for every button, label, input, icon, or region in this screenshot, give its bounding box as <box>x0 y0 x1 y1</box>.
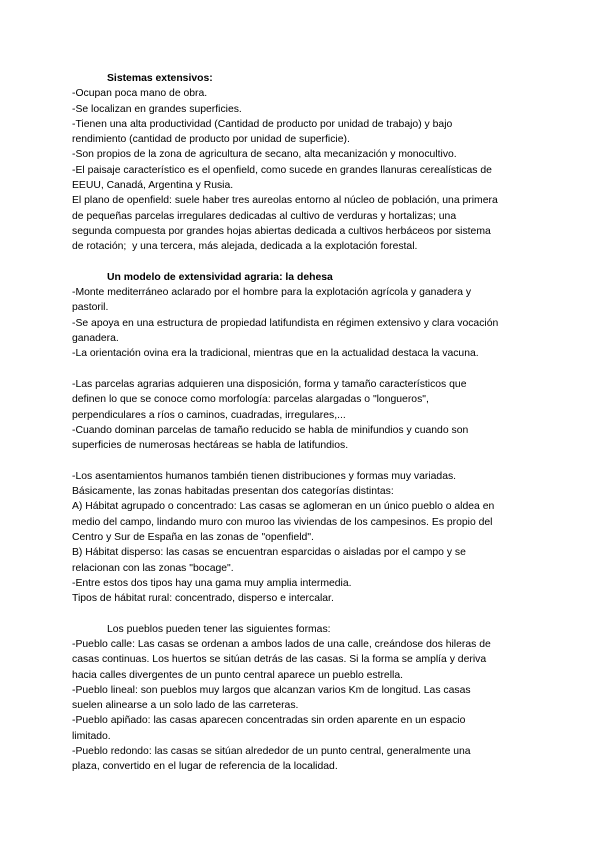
text-line: segunda compuesta por grandes hojas abiertas dedicada a cultivos herbáceos por sistema <box>72 225 491 237</box>
text-line: A) Hábitat agrupado o concentrado: Las casas se aglomeran en un único pueblo o aldea en <box>72 501 495 513</box>
text-line: de pequeñas parcelas irregulares dedicadas al cultivo de verduras y hortalizas; una <box>72 210 457 222</box>
text-line: -La orientación ovina era la tradicional, mientras que en la actualidad destaca la vacuna. <box>72 348 479 360</box>
text-line: -El paisaje característico es el openfield, como sucede en grandes llanuras cerealísticas de <box>72 164 492 176</box>
text-line: ganadera. <box>72 333 119 345</box>
text-line: limitado. <box>72 730 111 742</box>
text-line: medio del campo, lindando muro con muroo las viviendas de los campesinos. Es propio del <box>72 516 493 528</box>
text-line: de rotación; y una tercera, más alejada, dedicada a la explotación forestal. <box>72 241 418 253</box>
text-line: definen lo que se conoce como morfología: parcelas alargadas o "longueros", <box>72 394 429 406</box>
section-heading-dehesa: Un modelo de extensividad agraria: la dehesa <box>107 271 333 283</box>
text-line: -Se localizan en grandes superficies. <box>72 103 242 115</box>
section-heading-sistemas-extensivos: Sistemas extensivos: <box>107 73 213 84</box>
text-line: casas continuas. Los huertos se sitúan detrás de las casas. Si la forma se amplía y deriva <box>72 654 487 666</box>
paragraph-gap <box>72 606 532 621</box>
text-line: -Cuando dominan parcelas de tamaño reducido se habla de minifundios y cuando son <box>72 424 469 436</box>
text-line: rendimiento (cantidad de producto por unidad de superficie). <box>72 134 350 146</box>
text-line: Centro y Sur de España en las zonas de "openfield". <box>72 531 314 543</box>
text-line: Básicamente, las zonas habitadas presentan dos categorías distintas: <box>72 486 394 498</box>
paragraph-gap <box>72 453 532 468</box>
text-line: -Tienen una alta productividad (Cantidad de producto por unidad de trabajo) y bajo <box>72 118 453 130</box>
text-line: hacia calles divergentes de un punto central aparece un pueblo estrella. <box>72 669 403 681</box>
text-line: relacionan con las zonas "bocage". <box>72 562 234 574</box>
section-intro-pueblos: Los pueblos pueden tener las siguientes formas: <box>107 623 331 635</box>
text-line: -Ocupan poca mano de obra. <box>72 88 208 100</box>
text-line: Tipos de hábitat rural: concentrado, disperso e intercalar. <box>72 593 334 605</box>
text-line: -Monte mediterráneo aclarado por el hombre para la explotación agrícola y ganadera y <box>72 287 472 299</box>
text-line: plaza, convertido en el lugar de referencia de la localidad. <box>72 761 338 773</box>
paragraph-gap <box>72 255 532 270</box>
text-line: -Se apoya en una estructura de propiedad latifundista en régimen extensivo y clara vocación <box>72 317 499 329</box>
text-line: suelen alinearse a un solo lado de las carreteras. <box>72 700 299 712</box>
text-line: El plano de openfield: suele haber tres aureolas entorno al núcleo de población, una primera <box>72 195 498 207</box>
text-line: -Pueblo calle: Las casas se ordenan a ambos lados de una calle, creándose dos hileras de <box>72 638 491 650</box>
document-page <box>72 71 532 775</box>
text-line: -Pueblo lineal: son pueblos muy largos que alcanzan varios Km de longitud. Las casas <box>72 684 471 696</box>
text-line: -Son propios de la zona de agricultura de secano, alta mecanización y monocultivo. <box>72 149 457 161</box>
text-line: superficies de numerosas hectáreas se habla de latifundios. <box>72 440 349 452</box>
text-line: perpendiculares a ríos o caminos, cuadradas, irregulares,... <box>72 409 346 421</box>
text-line: -Entre estos dos tipos hay una gama muy amplia intermedia. <box>72 577 352 589</box>
text-line: -Los asentamientos humanos también tienen distribuciones y formas muy variadas. <box>72 470 457 482</box>
text-line: -Las parcelas agrarias adquieren una disposición, forma y tamaño característicos que <box>72 378 467 390</box>
text-line: EEUU, Canadá, Argentina y Rusia. <box>72 180 234 192</box>
text-line: pastoril. <box>72 302 109 314</box>
paragraph-gap <box>72 362 532 377</box>
text-line: -Pueblo redondo: las casas se sitúan alrededor de un punto central, generalmente una <box>72 746 471 758</box>
text-line: -Pueblo apiñado: las casas aparecen concentradas sin orden aparente en un espacio <box>72 715 466 727</box>
text-line: B) Hábitat disperso: las casas se encuentran esparcidas o aisladas por el campo y se <box>72 547 466 559</box>
